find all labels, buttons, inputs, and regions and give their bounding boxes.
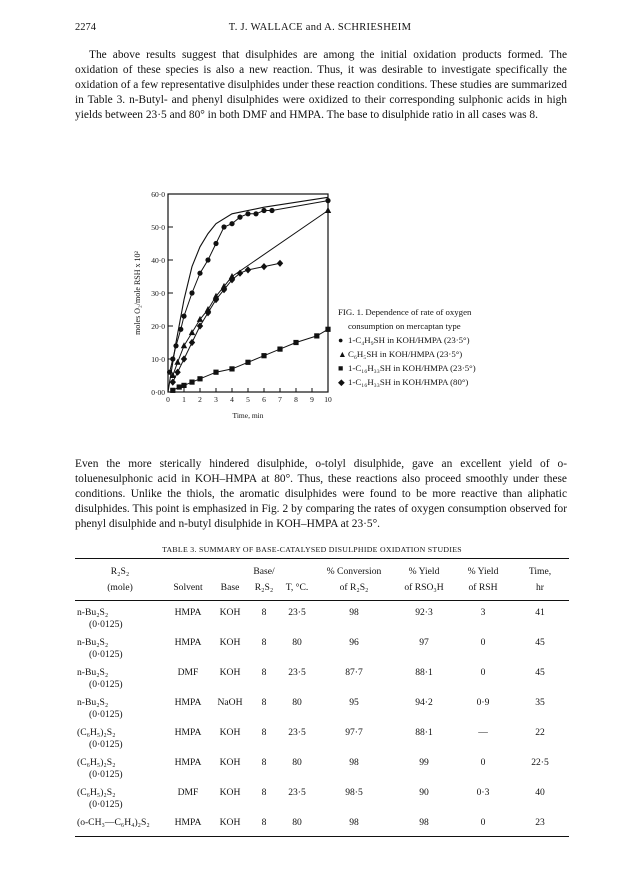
data-point-circle [170,356,175,361]
data-point-circle [173,343,178,348]
x-tick-label: 5 [246,395,250,404]
temperature-cell: 80 [279,811,315,837]
data-point-square [189,380,194,385]
yield-rsh-cell: 0 [480,757,486,768]
conversion-cell: 97·7 [345,727,363,738]
time-cell: 22 [535,727,545,738]
base-cell: KOH [219,727,241,738]
y-tick-label: 30·0 [151,289,165,298]
base-cell: NaOH [217,697,243,708]
x-axis-label: Time, min [232,411,264,420]
conversion-cell: 98 [349,757,359,768]
y-tick-label: 10·0 [151,355,165,364]
x-tick-label: 8 [294,395,298,404]
table-row [75,781,569,799]
data-point-square [177,384,182,389]
legend-square-icon: ■ [338,363,344,373]
x-tick-label: 1 [182,395,186,404]
data-point-triangle [181,342,187,348]
running-title: T. J. WALLACE and A. SCHRIESHEIM [228,22,412,33]
yield-acid-cell: 99 [419,757,429,768]
time-cell: 23 [511,811,569,837]
x-tick-label: 9 [310,395,314,404]
data-point-diamond [181,355,187,362]
ratio-cell: 8 [261,667,267,678]
column-header: hr [511,580,569,601]
yield-rsh-cell: 3 [480,607,486,618]
x-tick-label: 3 [214,395,218,404]
yield-acid-cell: 97 [419,637,429,648]
data-point-circle [245,211,250,216]
data-point-square [245,360,250,365]
table-row-mole [75,799,569,811]
y-tick-label: 50·0 [151,223,165,232]
data-point-circle [167,370,172,375]
mole-cell: (0·0125) [89,739,123,750]
data-point-triangle [189,329,195,335]
solvent-cell: HMPA [174,637,202,648]
data-point-square [197,376,202,381]
yield-rsh-cell: 0·3 [476,787,490,798]
table-row [75,721,569,739]
column-header: T, °C. [279,580,315,601]
summary-table [75,558,569,837]
y-tick-label: 20·0 [151,322,165,331]
temperature-cell: 80 [292,757,302,768]
data-point-circle [237,215,242,220]
table-row-mole [75,769,569,781]
data-point-circle [178,327,183,332]
table-row [75,751,569,769]
y-axis-label: moles O₂/mole RSH x 10² [133,251,142,335]
data-point-circle [269,208,274,213]
data-point-circle [213,241,218,246]
conversion-cell: 87·7 [345,667,363,678]
table-row-mole [75,679,569,691]
data-point-circle [253,211,258,216]
yield-rsh-cell: 0 [480,637,486,648]
column-header: of R₂S₂ [315,580,393,601]
time-cell: 40 [535,787,545,798]
legend-triangle-icon: ▲ [338,349,347,359]
data-point-circle [197,271,202,276]
column-header: of RSO₃H [393,580,455,601]
yield-acid-cell: 94·2 [415,697,433,708]
legend-item [338,361,573,375]
legend-label: 1-C₁₆H₃₃SH in KOH/HMPA (23·5°) [348,363,476,373]
mole-cell: (0·0125) [89,769,123,780]
conversion-cell: 98·5 [345,787,363,798]
table-row [75,661,569,679]
solvent-cell: DMF [177,787,199,798]
data-point-diamond [237,270,243,277]
mole-cell: (0·0125) [89,679,123,690]
body-paragraph-1: The above results suggest that disulphides are among the initial oxidation products formed. The oxidation of these species is also a new reaction. Thus, it was desirable to investigate specifically the oxidation of a few representative disulphides under these reaction conditions. These studies are summarized in Table 3. n-Butyl- and phenyl disulphides were oxidized to their corresponding sulphonic acids in high yields between 23·5 and 80° in both DMF and HMPA. The base to disulphide ratio in all cases was 8. [75,49,567,121]
column-header [279,559,315,581]
ratio-cell: 8 [261,637,267,648]
time-cell: 41 [535,607,545,618]
y-tick-label: 40·0 [151,256,165,265]
legend-circle-icon: ● [338,335,344,345]
column-header: of RSH [455,580,511,601]
temperature-cell: 80 [292,697,302,708]
solvent-cell: DMF [177,667,199,678]
mole-cell: (0·0125) [89,799,123,810]
compound-cell: (o-CH₃—C₆H₄)₂S₂ [75,811,165,837]
base-cell: KOH [211,811,249,837]
yield-rsh-cell: 0·9 [476,697,490,708]
table-header-row [75,580,569,601]
column-header: Time, [511,559,569,581]
column-header: Solvent [165,580,211,601]
data-point-square [229,366,234,371]
x-tick-label: 10 [324,395,332,404]
column-header [211,559,249,581]
column-header: Base [211,580,249,601]
temperature-cell: 80 [292,637,302,648]
conversion-cell: 96 [349,637,359,648]
table-row-mole [75,739,569,751]
table-header-row [75,559,569,581]
legend-diamond-icon: ◆ [338,377,345,387]
temperature-cell: 23·5 [288,727,306,738]
ratio-cell: 8 [249,811,279,837]
running-header [75,22,565,38]
base-cell: KOH [219,757,241,768]
compound-cell: n-Bu₂S₂ [77,607,109,618]
x-tick-label: 6 [262,395,266,404]
temperature-cell: 23·5 [288,787,306,798]
legend-item [338,333,573,347]
yield-rsh-cell: — [478,727,488,738]
data-point-square [277,347,282,352]
compound-cell: n-Bu₂S₂ [77,697,109,708]
conversion-cell: 98 [315,811,393,837]
compound-cell: n-Bu₂S₂ [77,667,109,678]
time-cell: 45 [535,637,545,648]
mole-cell: (0·0125) [89,619,123,630]
table-row [75,601,569,620]
time-cell: 45 [535,667,545,678]
solvent-cell: HMPA [174,757,202,768]
figure-1-caption [338,305,573,389]
yield-acid-cell: 90 [419,787,429,798]
figure-1-chart [130,182,340,457]
data-point-square [293,340,298,345]
compound-cell: (C₆H₅)₂S₂ [77,787,116,798]
data-point-square [325,327,330,332]
data-point-circle [229,221,234,226]
table-caption: TABLE 3. SUMMARY OF BASE-CATALYSED DISULPHIDE OXIDATION STUDIES [162,545,462,554]
legend-label: 1-C₄H₉SH in KOH/HMPA (23·5°) [348,335,470,345]
compound-cell: n-Bu₂S₂ [77,637,109,648]
ratio-cell: 8 [261,727,267,738]
table-row-mole [75,649,569,661]
temperature-cell: 23·5 [288,667,306,678]
conversion-cell: 98 [349,607,359,618]
x-tick-label: 0 [166,395,170,404]
legend-item [338,375,573,389]
legend-label: C₆H₅SH in KOH/HMPA (23·5°) [348,349,463,359]
data-point-diamond [277,260,283,267]
table-row [75,631,569,649]
solvent-cell: HMPA [174,697,202,708]
time-cell: 22·5 [531,757,549,768]
table-row-mole [75,709,569,721]
data-point-circle [181,314,186,319]
series-line-triangle [173,211,328,376]
body-paragraph-2: Even the more sterically hindered disulphide, o-tolyl disulphide, gave an excellent yield of o-toluenesulphonic acid in KOH–HMPA at 80°. Thus, these reactions also proceed smoothly under these conditions. Unlike the thiols, the aromatic disulphides were found to be more reactive than aliphatic disulphides. This point is emphasized in Fig. 2 by comparing the rates of oxygen consumption observed for phenyl disulphide and n-butyl disulphide in KOH–HMPA at 23·5°. [75,458,567,530]
data-point-square [170,388,175,393]
column-header: (mole) [75,580,165,601]
data-point-diamond [189,339,195,346]
base-cell: KOH [219,667,241,678]
mole-cell: (0·0125) [89,709,123,720]
y-tick-label: 60·0 [151,190,165,199]
table-row [75,691,569,709]
legend-item [338,347,573,361]
ratio-cell: 8 [261,697,267,708]
data-point-circle [221,224,226,229]
x-tick-label: 4 [230,395,234,404]
data-point-circle [189,290,194,295]
x-tick-label: 7 [278,395,282,404]
mole-cell: (0·0125) [89,649,123,660]
conversion-cell: 95 [349,697,359,708]
figure-caption-title: FIG. 1. Dependence of rate of oxygen [338,307,472,317]
column-header [165,559,211,581]
page-number: 2274 [75,22,96,33]
compound-cell: (C₆H₅)₂S₂ [77,727,116,738]
data-point-square [213,370,218,375]
yield-acid-cell: 98 [393,811,455,837]
time-cell: 35 [535,697,545,708]
data-point-circle [261,208,266,213]
yield-acid-cell: 92·3 [415,607,433,618]
data-point-circle [325,198,330,203]
data-point-diamond [261,263,267,270]
base-cell: KOH [219,637,241,648]
data-point-triangle [325,207,331,213]
base-cell: KOH [219,607,241,618]
solvent-cell: HMPA [165,811,211,837]
y-tick-label: 0·00 [151,388,165,397]
ratio-cell: 8 [261,787,267,798]
ratio-cell: 8 [261,607,267,618]
solvent-cell: HMPA [174,727,202,738]
data-point-square [261,353,266,358]
ratio-cell: 8 [261,757,267,768]
column-header: % Yield [455,559,511,581]
data-point-circle [205,257,210,262]
yield-rsh-cell: 0 [480,667,486,678]
figure-caption-title-2: consumption on mercaptan type [348,321,461,331]
data-point-triangle [174,359,180,365]
table-row [75,811,569,837]
column-header: % Conversion [315,559,393,581]
column-header: % Yield [393,559,455,581]
table-row-mole [75,619,569,631]
data-point-square [181,383,186,388]
x-tick-label: 2 [198,395,202,404]
base-cell: KOH [219,787,241,798]
yield-acid-cell: 88·1 [415,727,433,738]
yield-rsh-cell: 0 [455,811,511,837]
solvent-cell: HMPA [174,607,202,618]
legend-label: 1-C₁₆H₃₃SH in KOH/HMPA (80°) [348,377,469,387]
column-header: R₂S₂ [249,580,279,601]
compound-cell: (C₆H₅)₂S₂ [77,757,116,768]
column-header: Base/ [249,559,279,581]
temperature-cell: 23·5 [288,607,306,618]
data-point-square [314,333,319,338]
column-header: R₂S₂ [75,559,165,581]
yield-acid-cell: 88·1 [415,667,433,678]
